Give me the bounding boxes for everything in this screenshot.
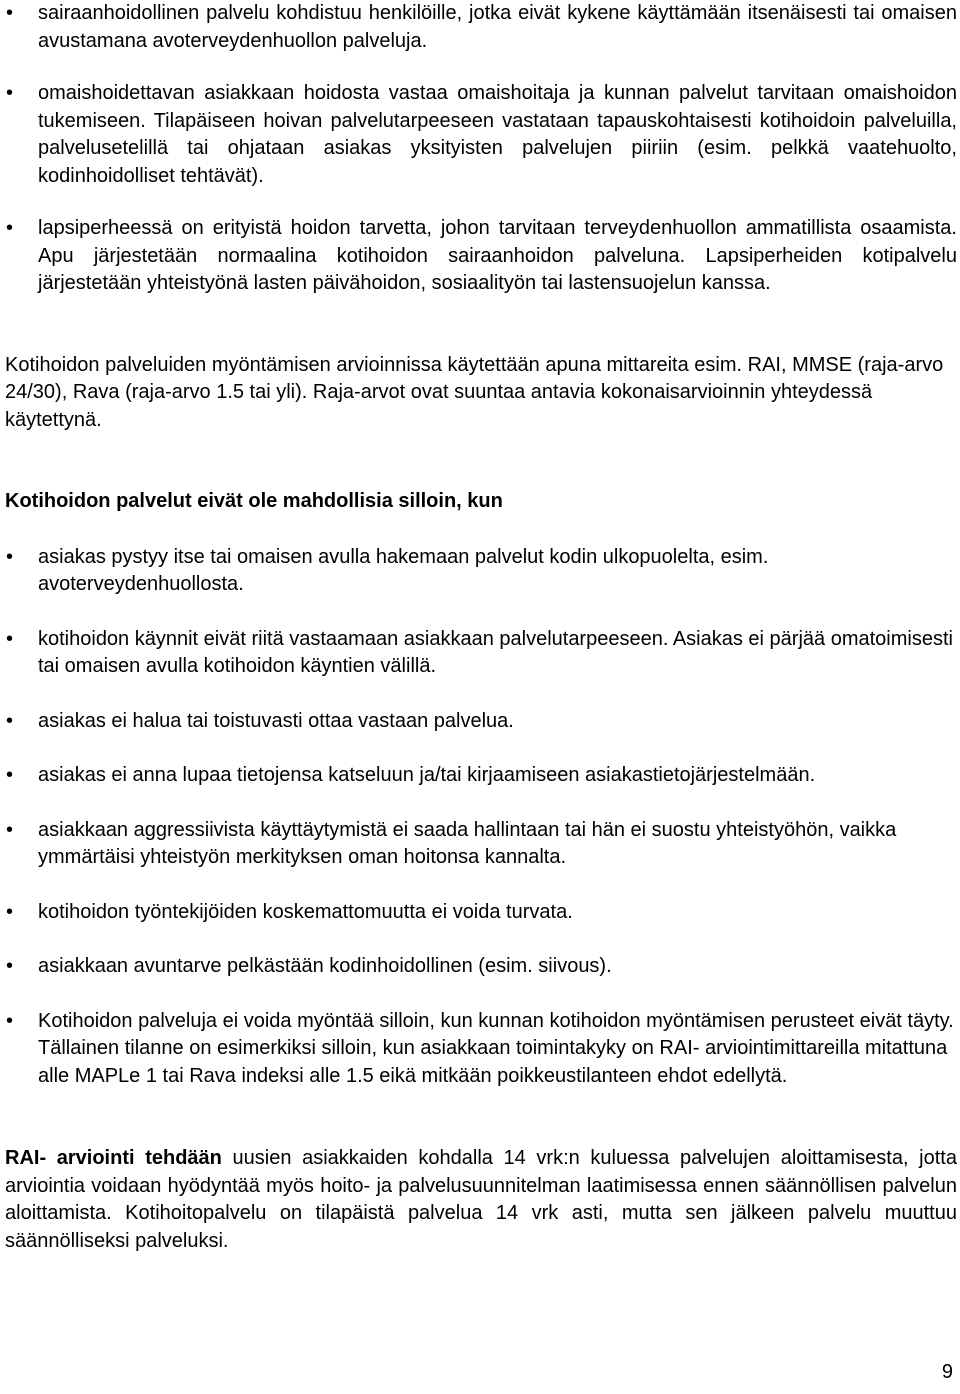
rai-assessment-paragraph: Kotihoidon palveluiden myöntämisen arvioinnissa käytettään apuna mittareita esim. RAI, MMSE (raja-arvo 24/30), Rava (raja-arvo 1.5 tai yli). Raja-arvot ovat suuntaa antavia kokonaisarvioinnin yhteydessä käytettynä. — [5, 353, 944, 431]
list-item: • asiakas ei halua tai toistuvasti ottaa vastaan palvelua. — [5, 708, 957, 736]
list-item: • omaishoidettavan asiakkaan hoidosta vastaa omaishoitaja ja kunnan palvelut tarvitaan omaishoidon tukemiseen. Tilapäiseen hoivan palvelutarpeeseen vastataan tapauskohtaisesti kotihoidoin palveluilla, palvelusetelillä tai ohjataan asiakas yksityisten palvelujen piiriin (esim. pelkkä vaatehuolto, kodinhoidolliset tehtävät). — [5, 80, 957, 190]
list-item: • asiakkaan avuntarve pelkästään kodinhoidollinen (esim. siivous). — [5, 953, 957, 981]
bullet-list-1 — [5, 0, 957, 298]
list-item: • lapsiperheessä on erityistä hoidon tarvetta, johon tarvitaan terveydenhuollon ammatillista osaamista. Apu järjestetään normaalina kotihoidon sairaanhoidon palveluna. Lapsiperheiden kotipalvelu järjestetään yhteistyönä lasten päivähoidon, sosiaalityön tai lastensuojelun kanssa. — [5, 215, 957, 298]
document-page — [5, 0, 957, 1255]
rai-paragraph-text: uusien asiakkaiden kohdalla 14 vrk:n kuluessa palvelujen aloittamisesta, jotta arviointia voidaan hyödyntää myös hoito- ja palvelusuunnitelman laatimisessa ennen säännöllisen palvelun aloittamista. Kotihoitopalvelu on tilapäistä palvelua 14 vrk asti, mutta sen jälkeen palvelu muuttuu säännölliseksi palveluksi. — [5, 1147, 957, 1252]
list-item: • Kotihoidon palveluja ei voida myöntää silloin, kun kunnan kotihoidon myöntämisen perusteet eivät täyty. Tällainen tilanne on esimerkiksi silloin, kun asiakkaan toimintakyky on RAI- arviointimittareilla mitattuna alle MAPLe 1 tai Rava indeksi alle 1.5 eikä mitkään poikkeustilanteen ehdot edellytä. — [5, 1008, 957, 1091]
list-item: • sairaanhoidollinen palvelu kohdistuu henkilöille, jotka eivät kykene käyttämään itsenäisesti tai omaisen avustamana avoterveydenhuollon palveluja. — [5, 0, 957, 55]
list-item: • asiakas pystyy itse tai omaisen avulla hakemaan palvelut kodin ulkopuolelta, esim. avoterveydenhuollosta. — [5, 544, 957, 599]
rai-timing-paragraph — [5, 1145, 957, 1255]
section-heading: Kotihoidon palvelut eivät ole mahdollisia silloin, kun — [5, 490, 503, 512]
list-item: • asiakkaan aggressiivista käyttäytymistä ei saada hallintaan tai hän ei suostu yhteistyöhön, vaikka ymmärtäisi yhteistyön merkityksen oman hoitonsa kannalta. — [5, 817, 957, 872]
list-item: • kotihoidon käynnit eivät riitä vastaamaan asiakkaan palvelutarpeeseen. Asiakas ei pärjää omatoimisesti tai omaisen avulla kotihoidon käyntien välillä. — [5, 626, 957, 681]
bullet-list-2 — [5, 544, 957, 1091]
rai-bold-lead: RAI- arviointi tehdään — [5, 1147, 222, 1169]
list-item: • asiakas ei anna lupaa tietojensa katseluun ja/tai kirjaamiseen asiakastietojärjestelmään. — [5, 762, 957, 790]
list-item: • kotihoidon työntekijöiden koskemattomuutta ei voida turvata. — [5, 899, 957, 927]
page-number: 9 — [941, 1361, 953, 1383]
